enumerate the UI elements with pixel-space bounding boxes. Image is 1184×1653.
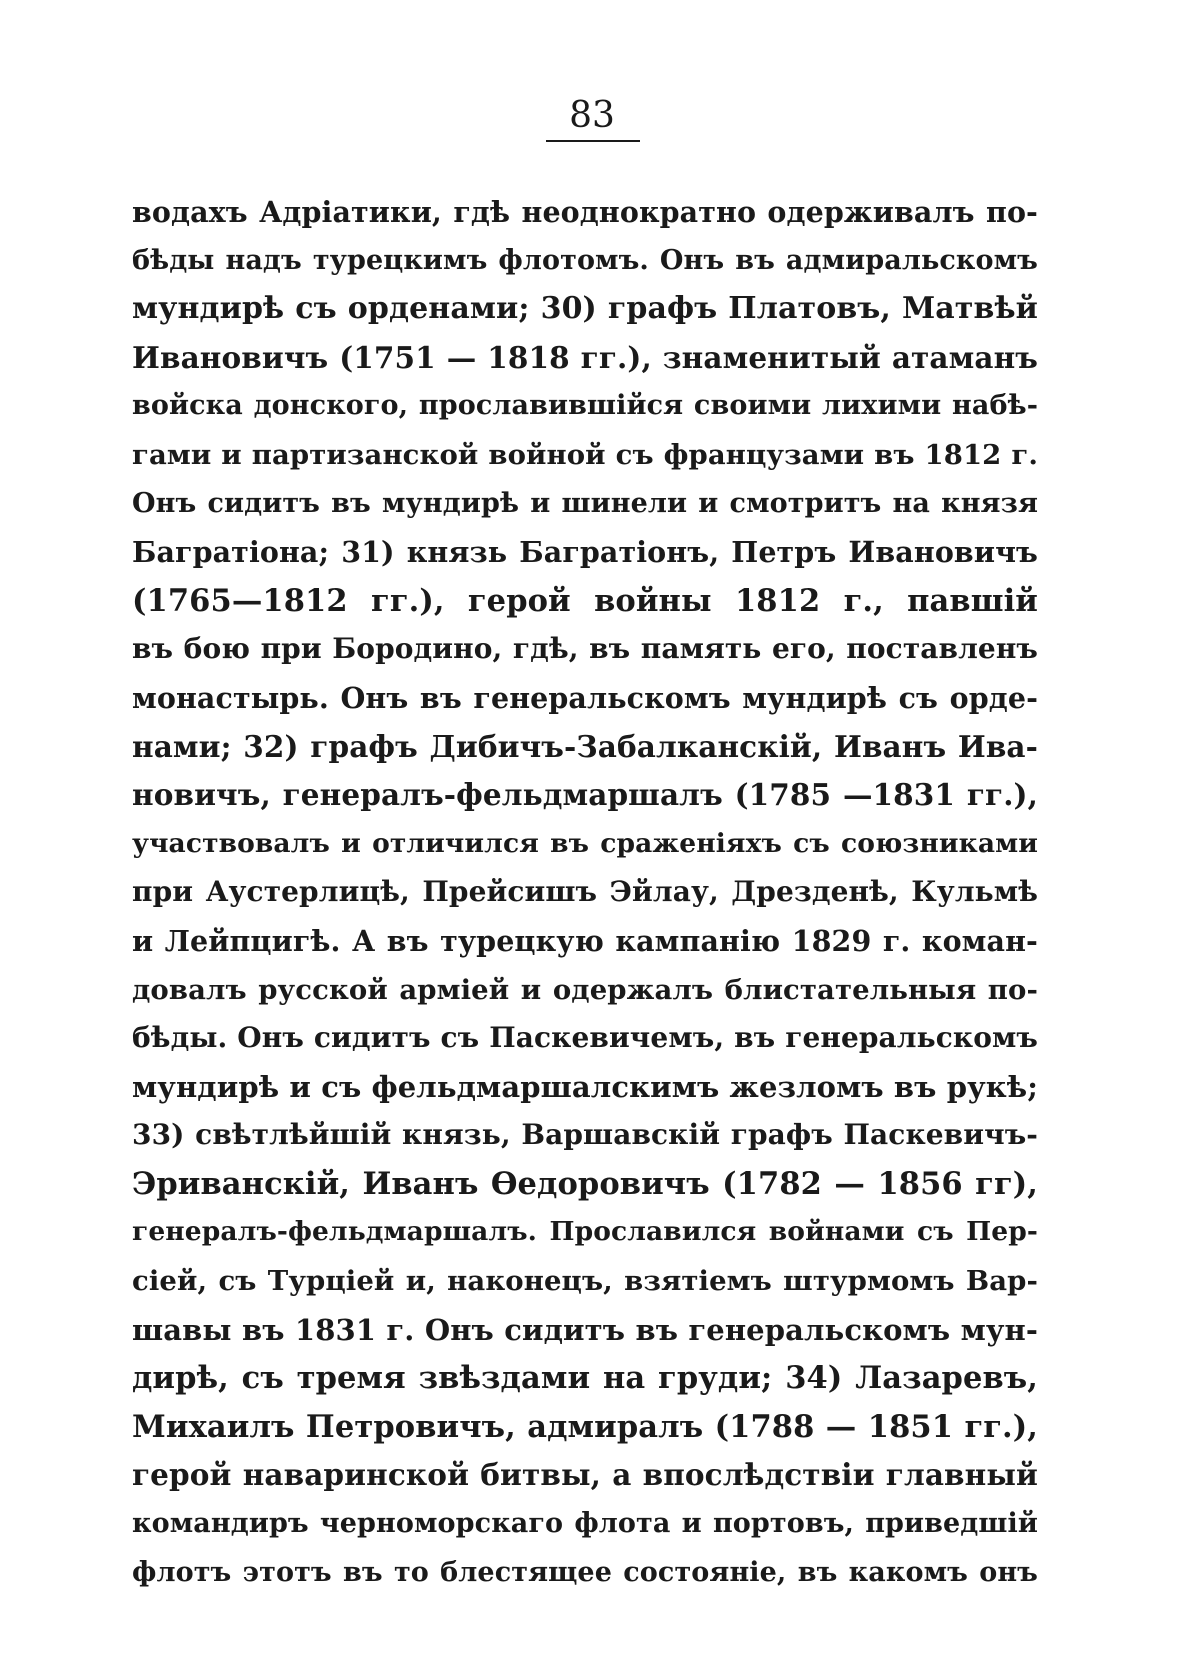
page-number-rule: [546, 140, 640, 142]
text-line-3: мундирѣ съ орденами; 30) графъ Платовъ, Матвѣй: [132, 291, 1038, 327]
text-line-14: участвовалъ и отличился въ сраженіяхъ съ союзниками: [132, 827, 1038, 859]
text-line-2: бѣды надъ турецкимъ флотомъ. Онъ въ адмиральскомъ: [132, 244, 1038, 276]
text-line-29: флотъ этотъ въ то блестящее состояніе, въ какомъ онъ: [132, 1556, 1038, 1588]
text-line-22: генералъ-фельдмаршалъ. Прославился войнами съ Пер-: [132, 1216, 1038, 1248]
text-line-12: нами; 32) графъ Дибичъ-Забалканскій, Иванъ Ива-: [132, 728, 1038, 764]
text-line-18: бѣды. Онъ сидитъ съ Паскевичемъ, въ генеральскомъ: [132, 1021, 1038, 1055]
text-line-26: Михаилъ Петровичъ, адмиралъ (1788 — 1851 гг.),: [132, 1408, 1038, 1445]
page-number: 83: [569, 95, 615, 136]
text-line-27: герой наваринской битвы, а впослѣдствіи главный: [132, 1457, 1038, 1493]
text-line-13: новичъ, генералъ-фельдмаршалъ (1785 —1831 гг.),: [132, 777, 1038, 813]
text-line-6: гами и партизанской войной съ французами въ 1812 г.: [132, 438, 1038, 471]
text-line-5: войска донского, прославившійся своими лихими набѣ-: [132, 390, 1038, 422]
body-text: [132, 188, 1038, 1597]
text-line-16: и Лейпцигѣ. А въ турецкую кампанію 1829 г. коман-: [132, 923, 1038, 958]
text-line-10: въ бою при Бородино, гдѣ, въ память его, поставленъ: [132, 632, 1038, 666]
text-line-20: 33) свѣтлѣйшій князь, Варшавскій графъ Паскевичъ-: [132, 1118, 1038, 1152]
text-line-23: сіей, съ Турціей и, наконецъ, взятіемъ штурмомъ Вар-: [132, 1265, 1038, 1298]
text-line-7: Онъ сидитъ въ мундирѣ и шинели и смотритъ на князя: [132, 487, 1038, 519]
text-line-11: монастырь. Онъ въ генеральскомъ мундирѣ съ орде-: [132, 680, 1038, 715]
text-line-24: шавы въ 1831 г. Онъ сидитъ въ генеральскомъ мун-: [132, 1312, 1038, 1347]
text-line-21: Эриванскій, Иванъ Ѳедоровичъ (1782 — 1856 гг),: [132, 1165, 1038, 1202]
text-line-8: Багратіона; 31) князь Багратіонъ, Петръ Ивановичъ: [132, 535, 1038, 570]
text-line-19: мундирѣ и съ фельдмаршалскимъ жезломъ въ рукѣ;: [132, 1069, 1038, 1104]
text-line-17: довалъ русской арміей и одержалъ блистательныя по-: [132, 973, 1038, 1006]
text-line-25: дирѣ, съ тремя звѣздами на груди; 34) Лазаревъ,: [132, 1360, 1038, 1397]
text-line-1: водахъ Адріатики, гдѣ неоднократно одерживалъ по-: [132, 195, 1038, 229]
text-line-28: командиръ черноморскаго флота и портовъ, приведшій: [132, 1508, 1038, 1540]
text-line-9: (1765—1812 гг.), герой войны 1812 г., павшій: [132, 582, 1038, 619]
text-line-4: Ивановичъ (1751 — 1818 гг.), знаменитый атаманъ: [132, 339, 1038, 375]
text-line-15: при Аустерлицѣ, Прейсишъ Эйлау, Дрезденѣ, Кульмѣ: [132, 875, 1038, 909]
